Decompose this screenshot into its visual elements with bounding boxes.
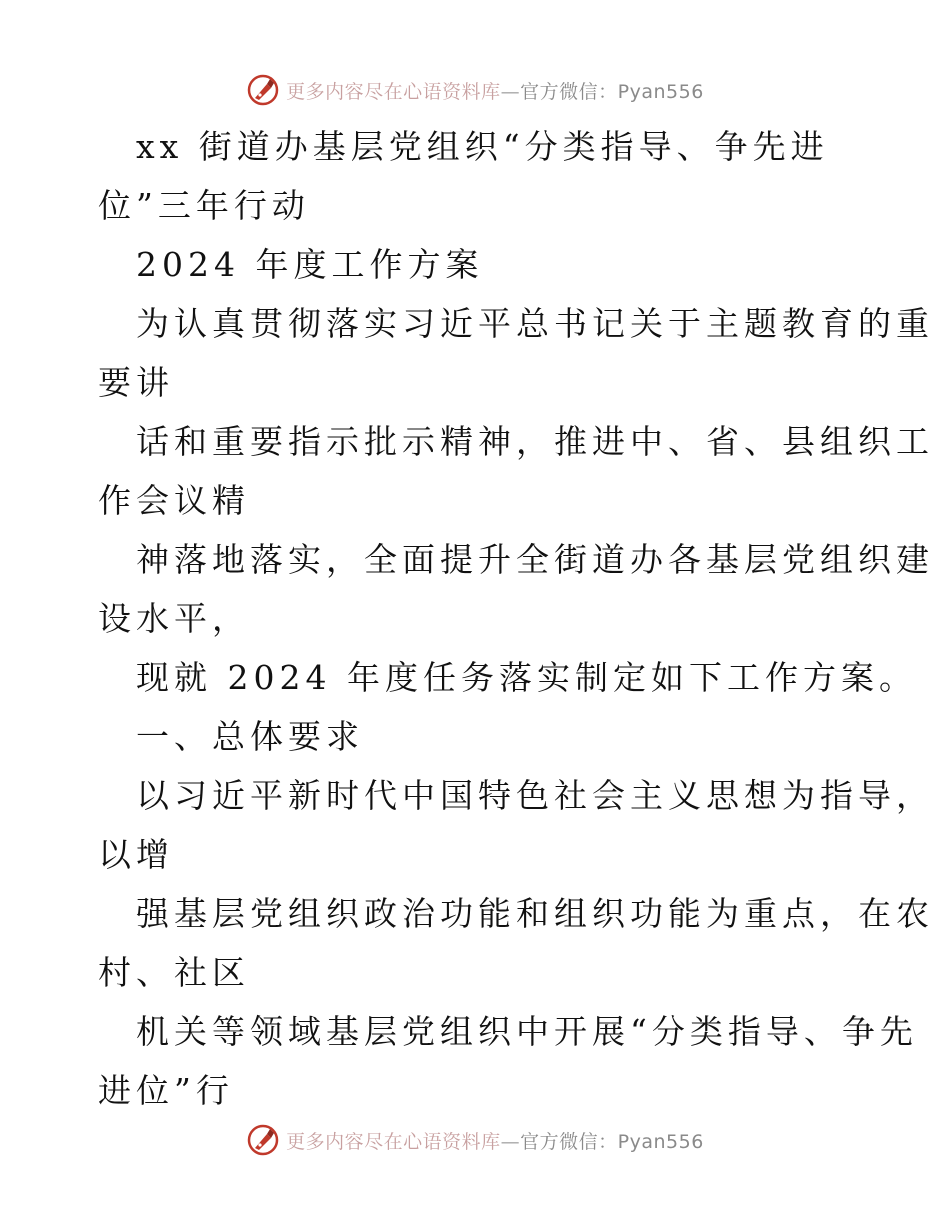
watermark-brand: 更多内容尽在心语资料库 — [286, 80, 501, 103]
doc-paragraph-line: 设水平， — [98, 599, 250, 638]
doc-paragraph-line: 机关等领域基层党组织中开展“分类指导、争先 — [136, 1012, 918, 1051]
doc-subtitle: 2024 年度工作方案 — [136, 245, 484, 284]
doc-paragraph-line: 现就 2024 年度任务落实制定如下工作方案。 — [136, 658, 917, 697]
watermark-header — [0, 70, 950, 110]
watermark-wechat: 官方微信：Pyan556 — [520, 80, 704, 103]
watermark-wechat: 官方微信：Pyan556 — [520, 1130, 704, 1153]
pen-nib-seal-icon — [246, 1123, 280, 1157]
doc-paragraph-line: 为认真贯彻落实习近平总书记关于主题教育的重 — [136, 304, 934, 343]
doc-title-line-2: 位”三年行动 — [98, 186, 310, 225]
watermark-separator: — — [500, 80, 521, 103]
doc-paragraph-line: 话和重要指示批示精神，推进中、省、县组织工 — [136, 422, 934, 461]
doc-paragraph-line: 以习近平新时代中国特色社会主义思想为指导， — [136, 776, 934, 815]
doc-paragraph-line: 进位”行 — [98, 1071, 234, 1110]
doc-paragraph-line: 作会议精 — [98, 481, 250, 520]
pen-nib-seal-icon — [246, 73, 280, 107]
doc-section-heading: 一、总体要求 — [136, 717, 364, 756]
watermark-separator: — — [500, 1130, 521, 1153]
watermark-footer — [0, 1120, 950, 1160]
watermark-brand: 更多内容尽在心语资料库 — [286, 1130, 501, 1153]
doc-paragraph-line: 以增 — [98, 835, 174, 874]
doc-paragraph-line: 强基层党组织政治功能和组织功能为重点，在农 — [136, 894, 934, 933]
doc-paragraph-line: 要讲 — [98, 363, 174, 402]
doc-paragraph-line: 村、社区 — [98, 953, 250, 992]
doc-paragraph-line: 神落地落实，全面提升全街道办各基层党组织建 — [136, 540, 934, 579]
doc-title-line-1: xx 街道办基层党组织“分类指导、争先进 — [136, 127, 829, 166]
